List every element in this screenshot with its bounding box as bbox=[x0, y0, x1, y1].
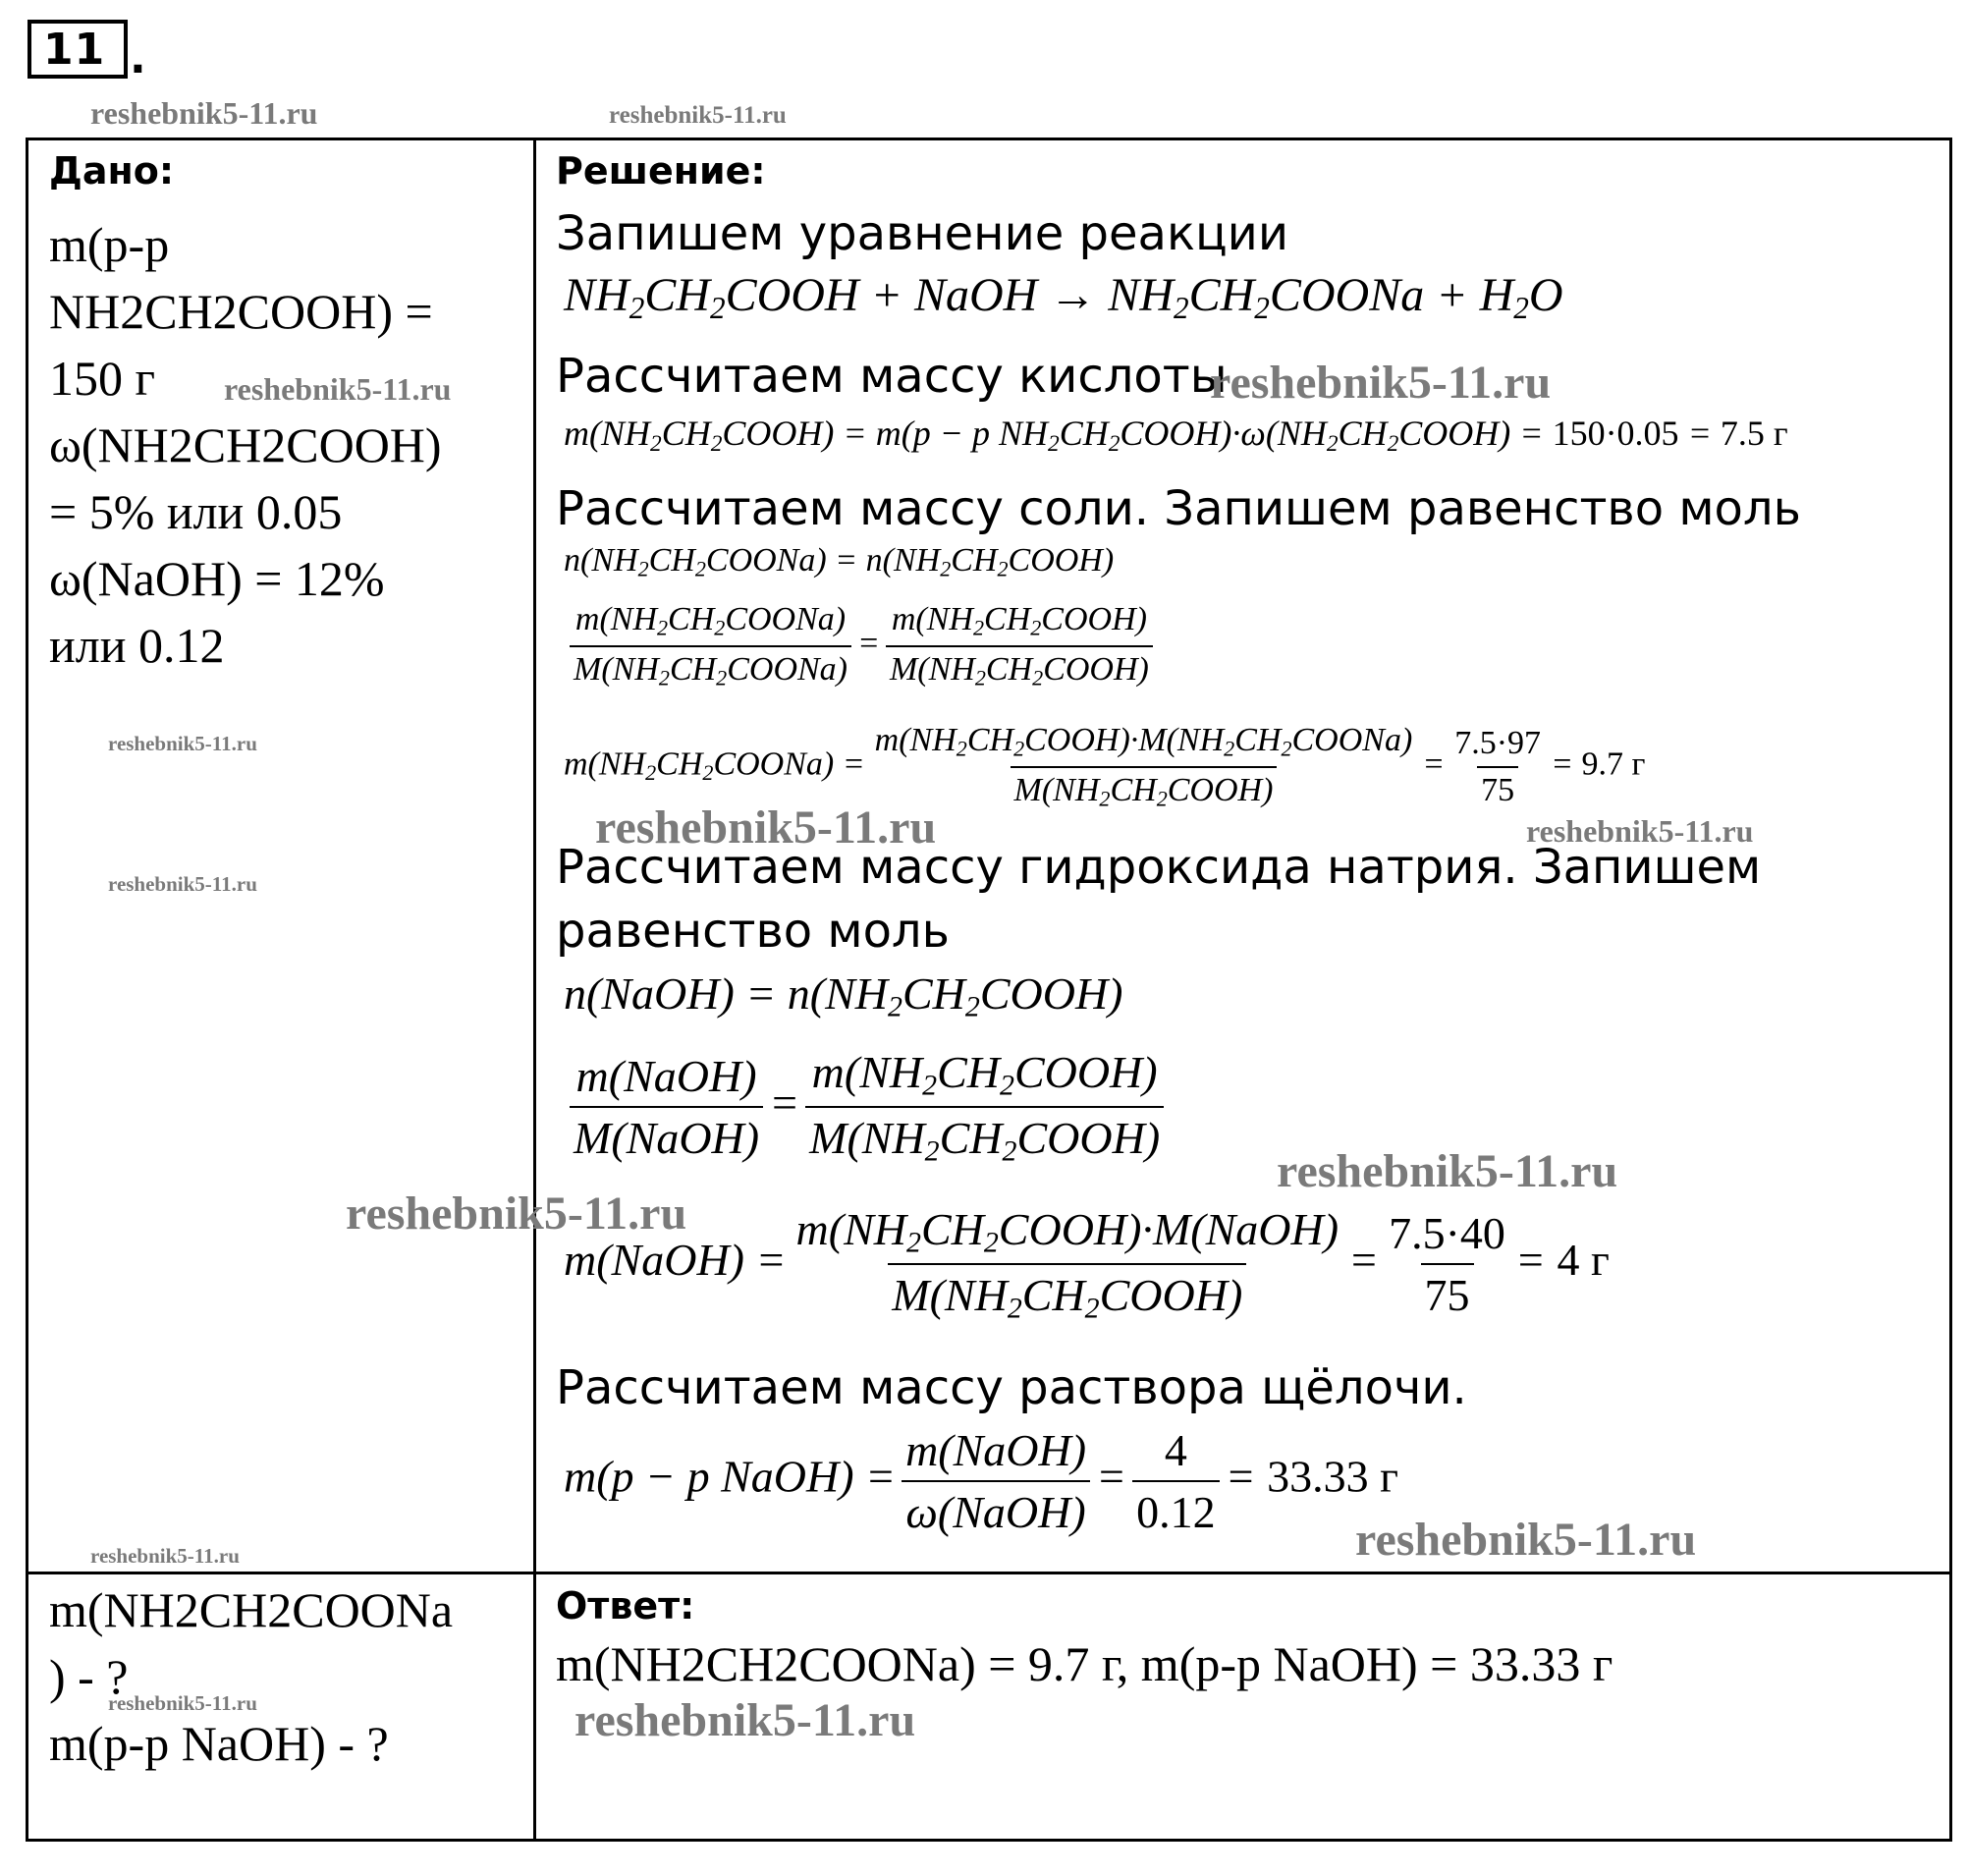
naoh-mol-equation: n(NaOH) = $n(NH_2CH_2COOH)$ bbox=[564, 968, 1123, 1023]
acid-mass-formula: $m(NH_2CH_2COOH) = m(p - p$ $NH_2CH_2COOH)\cdot\omega(NH_2CH_2COOH) = 150\cdot 0.05 = 7.5$ г bbox=[564, 414, 1788, 457]
naoh-result: 4 г bbox=[1557, 1235, 1610, 1286]
solution-result: 33.33 г bbox=[1267, 1451, 1399, 1502]
task-number: 11 bbox=[43, 24, 106, 75]
answer-header: Ответ: bbox=[556, 1584, 695, 1628]
watermark: reshebnik5-11.ru bbox=[574, 1694, 916, 1746]
watermark: reshebnik5-11.ru bbox=[224, 371, 452, 407]
watermark: reshebnik5-11.ru bbox=[108, 872, 257, 896]
find-line: m(NH2CH2COONa bbox=[49, 1582, 454, 1637]
watermark: reshebnik5-11.ru bbox=[1526, 813, 1754, 849]
watermark: reshebnik5-11.ru bbox=[90, 95, 318, 131]
solution-header: Решение: bbox=[556, 149, 766, 193]
naoh-mass-calculation: m(NaOH) = $\frac{m(NH_2CH_2COOH)\cdot M(NaOH)}{M(NH_2CH_2COOH)}$ = $\frac{7.5\cdot 40}{75}$ = 4 г bbox=[564, 1204, 1610, 1325]
salt-ratio-equation: $\frac{m(NH_2CH_2COONa)}{M(NH_2CH_2COONa)}$ = $\frac{m(NH_2CH_2COOH)}{M(NH_2CH_2COOH)}$ bbox=[564, 601, 1159, 690]
find-line: ) - ? bbox=[49, 1649, 129, 1704]
watermark: reshebnik5-11.ru bbox=[1277, 1145, 1618, 1197]
watermark: reshebnik5-11.ru bbox=[609, 102, 787, 129]
watermark: reshebnik5-11.ru bbox=[90, 1544, 240, 1568]
answer-text: m(NH2CH2COONa) = 9.7 г, m(р-р NaOH) = 33.33 г bbox=[556, 1636, 1613, 1691]
watermark: reshebnik5-11.ru bbox=[108, 732, 257, 755]
solution-mass-calculation: m(p − p NaOH) = $\frac{\text{m(NaOH)}}{\text{ω(NaOH)}}$ = $\frac{4}{0.12}$ = 33.33 г bbox=[564, 1425, 1399, 1537]
salt-numerator: 7.5·97 bbox=[1454, 724, 1542, 761]
watermark: reshebnik5-11.ru bbox=[595, 801, 937, 854]
salt-result: 9.7 г bbox=[1581, 745, 1646, 783]
step-salt-text: Рассчитаем массу соли. Запишем равенство моль bbox=[556, 481, 1801, 536]
watermark: reshebnik5-11.ru bbox=[1210, 357, 1552, 409]
given-line: 150 г bbox=[49, 351, 156, 406]
task-number-dot: . bbox=[130, 33, 146, 83]
step-reaction-text: Запишем уравнение реакции bbox=[556, 206, 1289, 261]
reaction-equation: $NH_2CH_2COOH$ + NaOH → $NH_2CH_2COONa + H_2O$ bbox=[564, 269, 1563, 325]
acid-mass-values: 150·0.05 bbox=[1552, 414, 1679, 453]
given-line: = 5% или 0.05 bbox=[49, 484, 343, 539]
step-naoh-text-2: равенство моль bbox=[556, 904, 950, 959]
watermark: reshebnik5-11.ru bbox=[346, 1187, 687, 1240]
naoh-ratio-equation: $\frac{\text{m(NaOH)}}{\text{M(NaOH)}}$ = $\frac{m(NH_2CH_2COOH)}{M(NH_2CH_2COOH)}$ bbox=[564, 1046, 1170, 1169]
step-naoh-text-1: Рассчитаем массу гидроксида натрия. Запишем bbox=[556, 840, 1762, 895]
given-line: ω(NaOH) = 12% bbox=[49, 551, 385, 606]
watermark: reshebnik5-11.ru bbox=[1355, 1514, 1697, 1566]
given-line: ω(NH2CH2COOH) bbox=[49, 417, 442, 472]
salt-denominator: 75 bbox=[1477, 766, 1518, 809]
step-acid-text: Рассчитаем массу кислоты bbox=[556, 349, 1228, 404]
step-solution-text: Рассчитаем массу раствора щёлочи. bbox=[556, 1360, 1467, 1415]
task-number-box bbox=[27, 20, 128, 79]
given-line: NH2CH2COOH) = bbox=[49, 284, 433, 339]
find-block bbox=[49, 1576, 530, 1777]
given-line: m(р-р bbox=[49, 217, 170, 272]
given-line: или 0.12 bbox=[49, 618, 225, 673]
naoh-denominator: 75 bbox=[1421, 1263, 1474, 1321]
salt-mol-equation: $n(NH_2CH_2COONa)$ = $n(NH_2CH_2COOH)$ bbox=[564, 542, 1115, 581]
table-row-divider bbox=[26, 1572, 1952, 1574]
acid-mass-result: 7.5 г bbox=[1720, 414, 1788, 453]
given-header: Дано: bbox=[49, 149, 175, 193]
watermark: reshebnik5-11.ru bbox=[108, 1691, 257, 1715]
table-column-divider bbox=[533, 138, 536, 1842]
given-block bbox=[49, 211, 520, 679]
find-line: m(р-р NaOH) - ? bbox=[49, 1716, 389, 1771]
solution-denominator: 0.12 bbox=[1132, 1480, 1220, 1538]
solution-numerator: 4 bbox=[1164, 1425, 1187, 1475]
naoh-numerator: 7.5·40 bbox=[1389, 1208, 1505, 1259]
salt-mass-calculation: $m(NH_2CH_2COONa)$ = $\frac{m(NH_2CH_2COOH)\cdot M(NH_2CH_2COONa)}{M(NH_2CH_2COOH)}$ = $\frac{7.5\cdot 97}{75}$ = 9.7 г bbox=[564, 722, 1646, 811]
